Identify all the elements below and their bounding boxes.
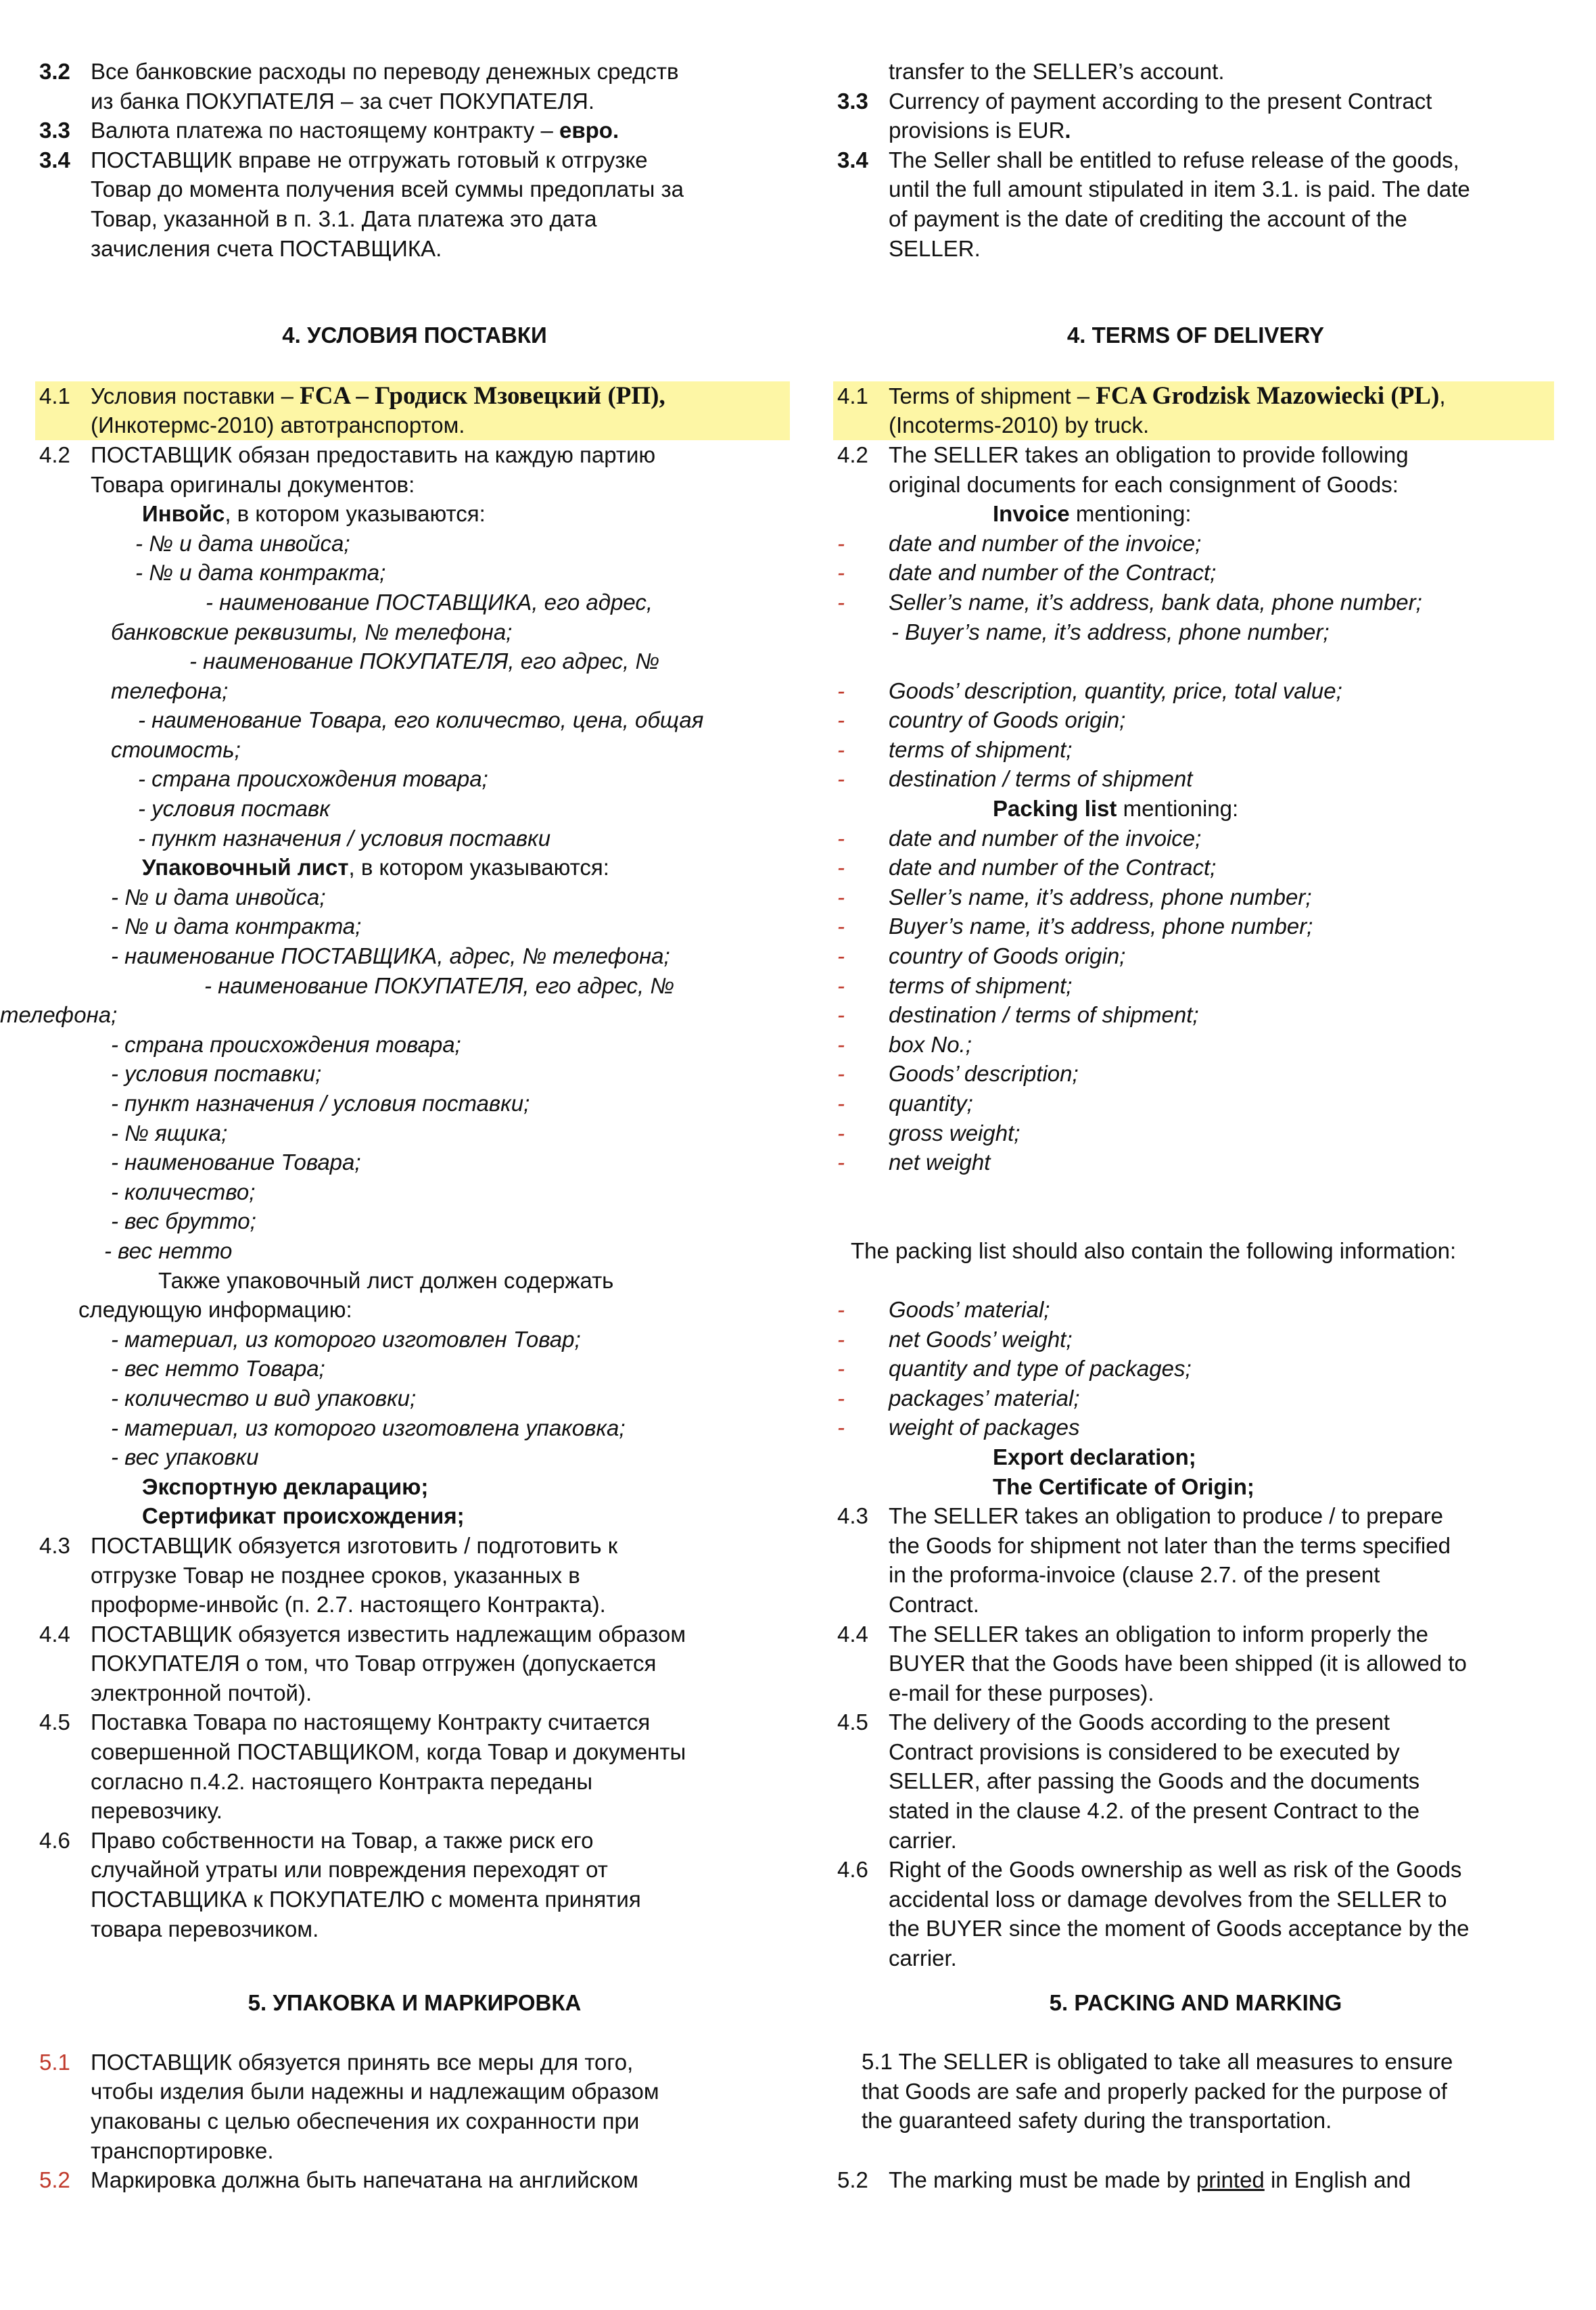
clause-text: ПОКУПАТЕЛЯ о том, что Товар отгружен (допускается xyxy=(91,1651,657,1676)
list-item: - № и дата инвойса; xyxy=(135,530,350,556)
certificate-of-origin: Сертификат происхождения; xyxy=(142,1503,465,1529)
clause-text: The SELLER takes an obligation to produce / to prepare xyxy=(889,1503,1444,1529)
list-item xyxy=(837,705,1554,735)
list-item xyxy=(837,1118,1554,1148)
clause-text: Terms of shipment – xyxy=(889,383,1090,408)
list-item: - наименование ПОСТАВЩИКА, его адрес, xyxy=(206,589,653,615)
bullet-dash: - xyxy=(837,707,845,733)
list-item: - вес нетто xyxy=(104,1238,233,1263)
delivery-term: FCA – Гродиск Мзовецкий (РП), xyxy=(300,381,665,410)
list-item-text: destination / terms of shipment; xyxy=(889,1002,1199,1028)
clause-text: ПОСТАВЩИК обязуется изготовить / подготовить к xyxy=(91,1532,618,1558)
list-item: - наименование ПОКУПАТЕЛЯ, его адрес, № xyxy=(189,649,660,674)
clause-3-3 xyxy=(39,116,790,145)
clause-text: SELLER. xyxy=(889,235,981,261)
list-item xyxy=(837,971,1554,1001)
russian-column xyxy=(0,57,790,2195)
clause-number: 5.1 xyxy=(39,2049,70,2075)
clause-text: The SELLER takes an obligation to provide following xyxy=(889,442,1409,467)
packing-list-heading xyxy=(39,853,790,882)
invoice-label: Инвойс xyxy=(142,501,225,527)
bullet-dash: - xyxy=(837,1120,845,1146)
clause-text: ПОСТАВЩИК обязуется известить надлежащим образом xyxy=(91,1621,686,1647)
clause-4-6 xyxy=(39,1826,790,1856)
list-item-text: Seller’s name, it’s address, phone number; xyxy=(889,884,1312,910)
list-item: - страна происхождения товара; xyxy=(111,1031,461,1057)
list-item: - наименование ПОСТАВЩИКА, адрес, № телефона; xyxy=(111,943,670,969)
clause-text: stated in the clause 4.2. of the present Contract to the xyxy=(889,1798,1420,1824)
invoice-label-rest: , в котором указываются: xyxy=(225,501,486,527)
clause-4-5 xyxy=(39,1707,790,1737)
clause-text: until the full amount stipulated in item 3.1. is paid. The date xyxy=(889,176,1470,202)
clause-text: чтобы изделия были надежны и надлежащим образом xyxy=(91,2079,659,2104)
packing-extra-intro: следующую информацию: xyxy=(78,1297,352,1323)
list-item xyxy=(837,735,1554,765)
clause-text: The Seller shall be entitled to refuse release of the goods, xyxy=(889,147,1459,172)
list-item-text: Goods’ material; xyxy=(889,1296,1050,1322)
clause-text: carrier. xyxy=(889,1827,957,1853)
clause-3-2 xyxy=(39,57,790,87)
list-item xyxy=(837,1413,1554,1442)
clause-text: The marking must be made by xyxy=(889,2167,1190,2192)
clause-text: of payment is the date of crediting the account of the xyxy=(889,206,1407,231)
clause-text: Поставка Товара по настоящему Контракту считается xyxy=(91,1710,651,1735)
packing-extra-intro: The packing list should also contain the following information: xyxy=(851,1238,1457,1263)
bullet-dash: - xyxy=(837,1415,845,1440)
clause-text: зачисления счета ПОСТАВЩИКА. xyxy=(91,235,442,261)
bullet-dash: - xyxy=(837,1091,845,1116)
bullet-dash: - xyxy=(837,589,845,615)
list-item: телефона; xyxy=(0,1002,118,1028)
clause-number: 3.3 xyxy=(39,118,70,143)
bullet-dash: - xyxy=(837,972,845,998)
clause-4-4 xyxy=(837,1620,1554,1649)
clause-text: электронной почтой). xyxy=(91,1680,312,1705)
clause-text: Право собственности на Товар, а также риск его xyxy=(91,1827,594,1853)
bullet-dash: - xyxy=(837,678,845,703)
list-item: стоимость; xyxy=(111,736,241,762)
clause-text: transfer to the SELLER’s account. xyxy=(889,59,1225,84)
invoice-label-rest: mentioning: xyxy=(1069,501,1192,527)
clause-3-4 xyxy=(39,145,790,175)
clause-text: упакованы с целью обеспечения их сохранности при xyxy=(91,2108,640,2134)
list-item: - пункт назначения / условия поставки; xyxy=(111,1091,530,1116)
clause-text: Contract provisions is considered to be executed by xyxy=(889,1739,1400,1764)
clause-4-1 xyxy=(837,381,1554,411)
clause-5-2 xyxy=(39,2165,790,2195)
clause-number: 5.2 xyxy=(39,2167,70,2193)
list-item xyxy=(837,1148,1554,1177)
section-4-heading: 4. УСЛОВИЯ ПОСТАВКИ xyxy=(282,323,547,348)
clause-4-1-highlight xyxy=(833,381,1554,440)
list-item-text: date and number of the invoice; xyxy=(889,530,1202,556)
list-item: - вес нетто Товара; xyxy=(111,1356,325,1382)
clause-text: Right of the Goods ownership as well as risk of the Goods xyxy=(889,1857,1462,1883)
clause-text: проформе-инвойс (п. 2.7. настоящего Контракта). xyxy=(91,1592,606,1618)
packing-list-label: Packing list xyxy=(993,796,1117,822)
clause-4-2 xyxy=(39,440,790,470)
list-item: - № и дата контракта; xyxy=(111,914,362,939)
clause-number: 4.6 xyxy=(837,1857,868,1883)
list-item: - материал, из которого изготовлен Товар; xyxy=(111,1326,581,1352)
list-item-text: net Goods’ weight; xyxy=(889,1326,1073,1352)
list-item xyxy=(837,824,1554,853)
list-item xyxy=(837,941,1554,971)
clause-5-2 xyxy=(837,2165,1554,2195)
clause-number: 4.6 xyxy=(39,1827,70,1853)
clause-text: ПОСТАВЩИК обязуется принять все меры для того, xyxy=(91,2049,634,2075)
section-4-heading: 4. TERMS OF DELIVERY xyxy=(1066,323,1325,348)
clause-text: Товар до момента получения всей суммы предоплаты за xyxy=(91,176,684,202)
list-item-text: terms of shipment; xyxy=(889,972,1073,998)
list-item xyxy=(837,1354,1554,1384)
list-item-text: Buyer’s name, it’s address, phone number; xyxy=(889,914,1313,939)
bullet-dash: - xyxy=(837,825,845,851)
clause-5-1 xyxy=(39,2048,790,2077)
list-item: - наименование Товара; xyxy=(111,1150,361,1175)
list-item-text: date and number of the invoice; xyxy=(889,825,1202,851)
clause-text: перевозчику. xyxy=(91,1798,222,1824)
clause-text: Маркировка должна быть напечатана на английском xyxy=(91,2167,638,2193)
clause-3-3 xyxy=(837,87,1554,116)
clause-text: in English and xyxy=(1270,2167,1411,2192)
packing-list-label-rest: mentioning: xyxy=(1117,796,1239,822)
clause-4-6 xyxy=(837,1855,1554,1885)
bullet-dash: - xyxy=(837,1150,845,1175)
list-item-text: terms of shipment; xyxy=(889,736,1073,762)
clause-number: 4.3 xyxy=(837,1503,868,1529)
clause-text: The delivery of the Goods according to the present xyxy=(889,1710,1390,1735)
list-item: - количество; xyxy=(111,1179,256,1204)
clause-text: ПОСТАВЩИК вправе не отгружать готовый к отгрузке xyxy=(91,147,648,172)
clause-text: отгрузке Товар не позднее сроков, указанных в xyxy=(91,1562,580,1588)
clause-3-4 xyxy=(837,145,1554,175)
list-item: банковские реквизиты, № телефона; xyxy=(111,619,513,644)
clause-text: (Инкотермс-2010) автотранспортом. xyxy=(91,412,465,438)
list-item: - условия поставки; xyxy=(111,1061,322,1087)
bullet-dash: - xyxy=(837,1002,845,1028)
bullet-dash: - xyxy=(837,943,845,969)
clause-text: Валюта платежа по настоящему контракту – xyxy=(91,118,553,143)
bullet-dash: - xyxy=(837,560,845,586)
list-item-text: country of Goods origin; xyxy=(889,943,1126,969)
clause-text: e-mail for these purposes). xyxy=(889,1680,1154,1705)
clause-text: the guaranteed safety during the transportation. xyxy=(862,2108,1332,2134)
clause-text: товара перевозчиком. xyxy=(91,1916,319,1941)
delivery-term: FCA Grodzisk Mazowiecki (PL) xyxy=(1096,381,1440,410)
export-declaration: Export declaration; xyxy=(993,1444,1196,1469)
certificate-of-origin: The Certificate of Origin; xyxy=(993,1474,1254,1499)
clause-text: Условия поставки – xyxy=(91,383,294,408)
clause-text: из банка ПОКУПАТЕЛЯ – за счет ПОКУПАТЕЛЯ. xyxy=(91,88,595,114)
list-item-text: Goods’ description; xyxy=(889,1061,1079,1087)
clause-text: Все банковские расходы по переводу денежных средств xyxy=(91,59,679,84)
list-item-text: net weight xyxy=(889,1150,991,1175)
list-item: - количество и вид упаковки; xyxy=(111,1385,417,1411)
clause-4-5 xyxy=(837,1707,1554,1737)
list-item xyxy=(837,1000,1554,1030)
clause-text: SELLER, after passing the Goods and the documents xyxy=(889,1768,1420,1794)
clause-text: , xyxy=(1439,383,1446,408)
list-item: - вес упаковки xyxy=(111,1444,259,1470)
list-item: - пункт назначения / условия поставки xyxy=(138,825,551,851)
clause-5-1: 5.1 The SELLER is obligated to take all measures to ensure xyxy=(862,2049,1453,2075)
bullet-dash: - xyxy=(837,884,845,910)
packing-list-label-rest: , в котором указываются: xyxy=(348,855,609,880)
list-item xyxy=(837,882,1554,912)
clause-text: The SELLER takes an obligation to inform properly the xyxy=(889,1621,1428,1647)
list-item xyxy=(837,676,1554,706)
list-item xyxy=(837,588,1554,617)
clause-number: 4.1 xyxy=(39,383,70,408)
clause-text: Товар, указанной в п. 3.1. Дата платежа это дата xyxy=(91,206,597,231)
list-item xyxy=(837,558,1554,588)
clause-text: carrier. xyxy=(889,1946,957,1971)
list-item: - материал, из которого изготовлена упаковка; xyxy=(111,1415,626,1440)
clause-4-1-highlight xyxy=(35,381,790,440)
invoice-label: Invoice xyxy=(993,501,1070,527)
packing-extra-intro: Также упаковочный лист должен содержать xyxy=(158,1267,614,1293)
packing-list-label: Упаковочный лист xyxy=(142,855,349,880)
bullet-dash: - xyxy=(837,855,845,880)
clause-number: 4.3 xyxy=(39,1532,70,1558)
clause-4-2 xyxy=(837,440,1554,470)
clause-number: 3.4 xyxy=(39,147,70,172)
clause-4-3 xyxy=(39,1531,790,1561)
clause-text: provisions is EUR xyxy=(889,118,1065,143)
list-item xyxy=(837,853,1554,882)
list-item: телефона; xyxy=(111,678,229,703)
list-item: - наименование Товара, его количество, цена, общая xyxy=(138,707,704,733)
bullet-dash: - xyxy=(837,914,845,939)
list-item-text: quantity and type of packages; xyxy=(889,1356,1192,1382)
invoice-heading xyxy=(39,499,790,529)
list-item xyxy=(837,1384,1554,1413)
bullet-dash: - xyxy=(837,1385,845,1411)
clause-4-3 xyxy=(837,1501,1554,1531)
bullet-dash: - xyxy=(837,1031,845,1057)
packing-list-heading xyxy=(837,794,1554,824)
list-item-text: quantity; xyxy=(889,1091,973,1116)
list-item: - наименование ПОКУПАТЕЛЯ, его адрес, № xyxy=(204,972,675,998)
clause-text: Contract. xyxy=(889,1591,979,1617)
clause-number: 4.2 xyxy=(39,442,70,467)
list-item xyxy=(837,764,1554,794)
clause-text: the Goods for shipment not later than the terms specified xyxy=(889,1532,1451,1558)
clause-4-4 xyxy=(39,1620,790,1649)
clause-number: 3.3 xyxy=(837,88,868,114)
clause-4-1 xyxy=(39,381,790,411)
list-item-text: country of Goods origin; xyxy=(889,707,1126,733)
list-item: - № ящика; xyxy=(111,1120,228,1146)
list-item xyxy=(837,1089,1554,1118)
clause-text: BUYER that the Goods have been shipped (it is allowed to xyxy=(889,1651,1467,1676)
list-item xyxy=(837,1325,1554,1354)
bullet-dash: - xyxy=(837,1356,845,1382)
export-declaration: Экспортную декларацию; xyxy=(142,1474,429,1499)
clause-text: in the proforma-invoice (clause 2.7. of the present xyxy=(889,1562,1380,1588)
list-item: - страна происхождения товара; xyxy=(138,766,488,792)
clause-number: 4.2 xyxy=(837,442,868,467)
list-item-text: Goods’ description, quantity, price, total value; xyxy=(889,678,1342,703)
bullet-dash: - xyxy=(837,1326,845,1352)
bullet-dash: - xyxy=(837,766,845,792)
clause-number: 4.4 xyxy=(39,1621,70,1647)
list-item xyxy=(837,1030,1554,1060)
english-column xyxy=(837,57,1554,2194)
clause-text: that Goods are safe and properly packed for the purpose of xyxy=(862,2078,1447,2104)
list-item: - Buyer’s name, it’s address, phone number; xyxy=(891,619,1330,644)
clause-number: 4.5 xyxy=(837,1710,868,1735)
clause-text: Товара оригиналы документов: xyxy=(91,471,415,497)
list-item xyxy=(837,1295,1554,1325)
list-item xyxy=(837,912,1554,941)
section-5-heading: 5. УПАКОВКА И МАРКИРОВКА xyxy=(248,1990,582,2016)
list-item xyxy=(837,1059,1554,1089)
list-item-text: date and number of the Contract; xyxy=(889,560,1217,586)
clause-text: ПОСТАВЩИК обязан предоставить на каждую партию xyxy=(91,442,656,467)
currency-value: евро. xyxy=(559,118,619,143)
list-item: - № и дата контракта; xyxy=(135,560,386,586)
bullet-dash: - xyxy=(837,1061,845,1087)
clause-text: транспортировке. xyxy=(91,2138,274,2163)
clause-text: случайной утраты или повреждения переходят от xyxy=(91,1857,608,1883)
list-item-text: gross weight; xyxy=(889,1120,1020,1146)
clause-text: совершенной ПОСТАВЩИКОМ, когда Товар и документы xyxy=(91,1739,686,1765)
list-item: - вес брутто; xyxy=(111,1208,256,1234)
list-item-text: weight of packages xyxy=(889,1415,1080,1440)
clause-number: 4.5 xyxy=(39,1710,70,1735)
clause-text: the BUYER since the moment of Goods acceptance by the xyxy=(889,1916,1470,1941)
invoice-heading xyxy=(837,499,1554,529)
section-5-heading: 5. PACKING AND MARKING xyxy=(1049,1989,1342,2015)
list-item: - условия поставк xyxy=(138,796,330,822)
clause-number: 4.4 xyxy=(837,1621,868,1647)
list-item-text: box No.; xyxy=(889,1031,972,1057)
clause-text: Currency of payment according to the present Contract xyxy=(889,88,1432,114)
clause-number: 5.2 xyxy=(837,2167,868,2192)
list-item-text: destination / terms of shipment xyxy=(889,766,1193,792)
bullet-dash: - xyxy=(837,1296,845,1322)
clause-number: 4.1 xyxy=(837,383,868,408)
list-item xyxy=(837,529,1554,559)
clause-number: 3.4 xyxy=(837,147,868,172)
list-item-text: date and number of the Contract; xyxy=(889,855,1217,880)
clause-text: ПОСТАВЩИКА к ПОКУПАТЕЛЮ с момента принятия xyxy=(91,1887,641,1912)
underlined-word: printed xyxy=(1196,2167,1265,2192)
bullet-dash: - xyxy=(837,736,845,762)
clause-text: . xyxy=(1064,118,1071,143)
list-item: - № и дата инвойса; xyxy=(111,884,326,910)
clause-text: согласно п.4.2. настоящего Контракта переданы xyxy=(91,1768,593,1794)
bullet-dash: - xyxy=(837,530,845,556)
list-item-text: Seller’s name, it’s address, bank data, phone number; xyxy=(889,589,1422,615)
clause-number: 3.2 xyxy=(39,59,70,84)
list-item-text: packages’ material; xyxy=(889,1385,1080,1411)
clause-text: original documents for each consignment of Goods: xyxy=(889,471,1399,497)
clause-text: (Incoterms-2010) by truck. xyxy=(889,412,1150,438)
clause-text: accidental loss or damage devolves from the SELLER to xyxy=(889,1886,1447,1912)
